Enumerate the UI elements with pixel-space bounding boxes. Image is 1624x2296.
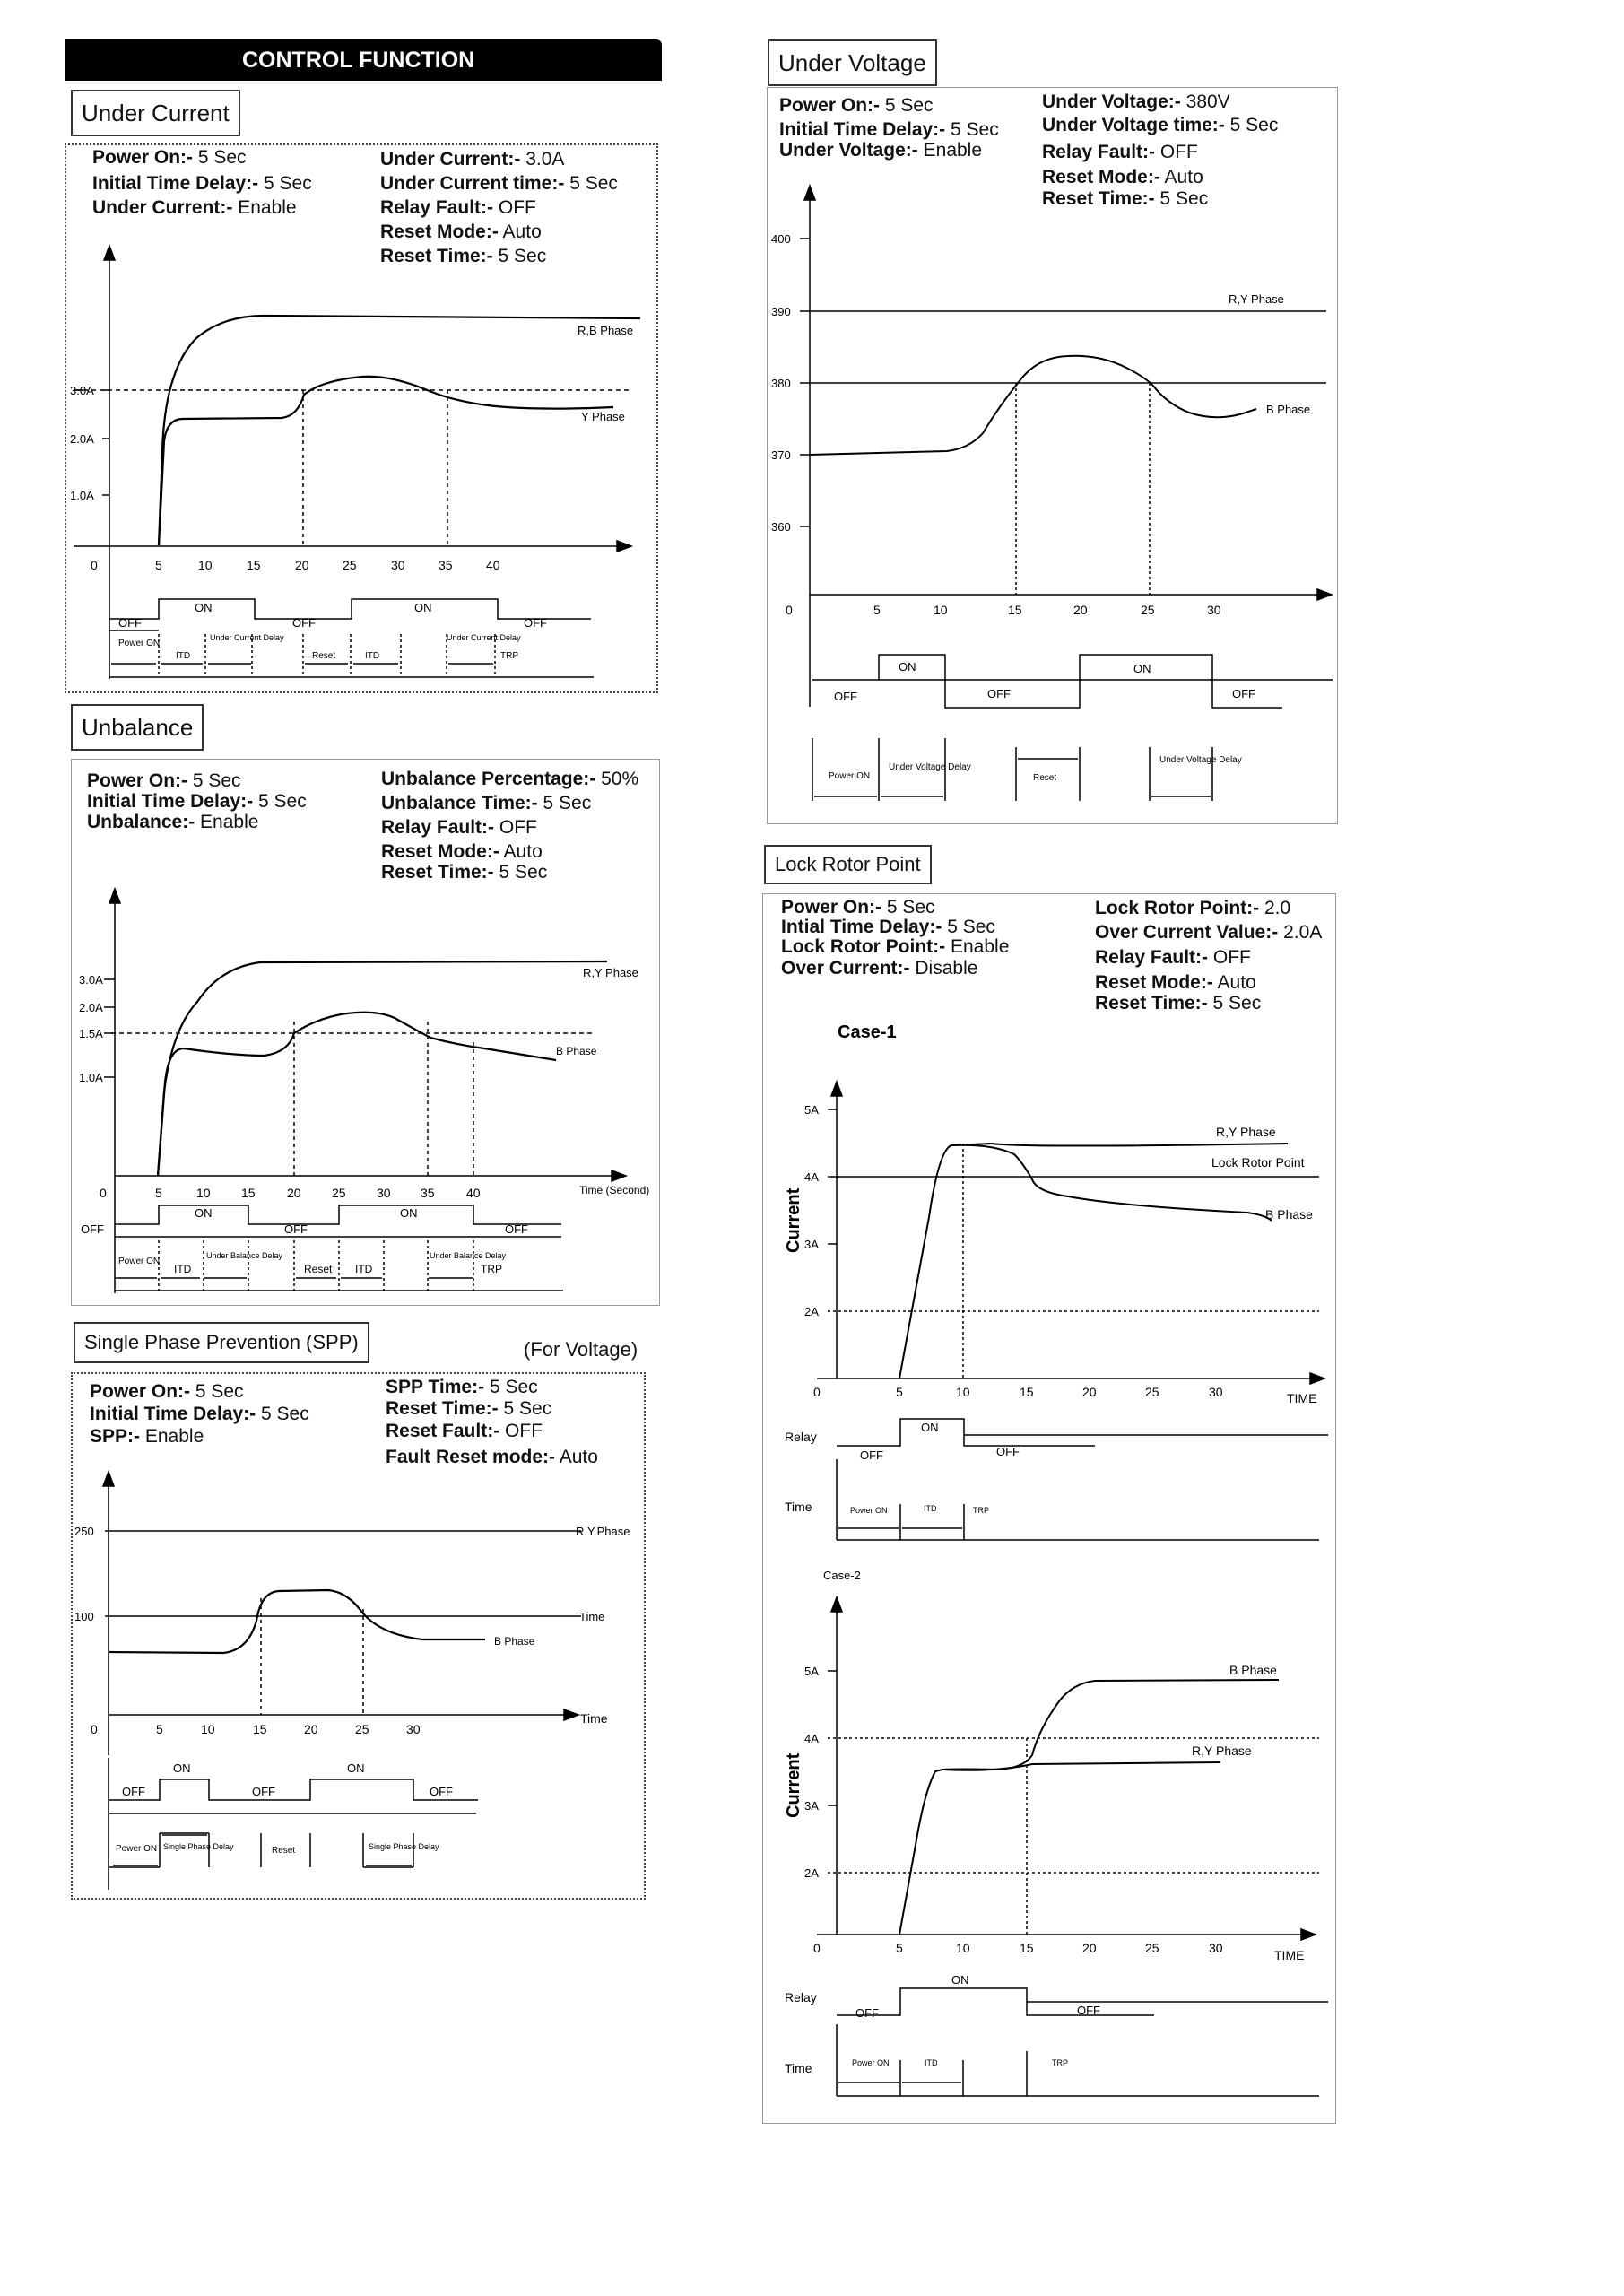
diagram-line [804,186,815,200]
param-value: 5 Sec [884,95,934,116]
diagram-line [812,655,1282,708]
x-axis-label: Time [580,1711,608,1726]
x-tick: 30 [406,1722,421,1736]
timing-label: TRP [500,651,518,661]
y-tick: 1.0A [79,1071,103,1084]
timing-label: TRP [481,1263,502,1275]
series-label: Time [579,1610,605,1623]
timing-label: ITD [355,1263,373,1275]
relay-state: OFF [1232,687,1255,700]
x-tick: 0 [91,558,98,572]
param-value: Enable [200,812,259,832]
series-label: R,Y Phase [1216,1125,1276,1139]
x-tick: 40 [486,558,500,572]
param-key: Initial Time Delay:- [87,791,254,812]
unbalance-diagram [72,760,659,1305]
x-tick: 10 [934,603,948,617]
x-tick: 10 [956,1941,970,1955]
diagram-line [942,1762,1220,1770]
relay-state: OFF [834,690,857,703]
param-value: Enable [951,936,1010,957]
y-tick: 250 [74,1525,94,1538]
x-tick: 30 [1209,1385,1223,1399]
param-key: Power On:- [781,897,882,918]
x-tick: 10 [198,558,213,572]
relay-state: OFF [284,1222,308,1236]
x-tick: 20 [287,1186,301,1200]
param-key: Over Current Value:- [1095,922,1279,943]
y-tick: 2.0A [70,432,94,446]
param-value: 5 Sec [569,173,618,194]
timing-label: Power ON [829,771,871,781]
relay-state: OFF [987,687,1011,700]
x-tick: 20 [304,1722,318,1736]
relay-state: OFF [118,616,142,630]
param-value: 5 Sec [1229,115,1279,135]
param-key: SPP:- [90,1426,141,1447]
diagram-line [617,541,631,552]
diagram-line [810,356,1256,455]
under-voltage-diagram [768,88,1337,823]
param-value: 5 Sec [489,1377,538,1397]
case2-title: Case-2 [823,1569,861,1582]
timing-label: Reset [1033,773,1057,783]
x-tick: 15 [1008,603,1022,617]
under-current-title: Under Current [71,90,240,136]
param-value: 3.0A [525,149,565,170]
relay-axis-label: Relay [785,1990,817,2005]
diagram-line [104,889,626,1293]
under-current-panel [65,144,658,693]
param-key: Initial Time Delay:- [779,119,946,140]
y-tick: 360 [771,520,791,534]
relay-state: OFF [996,1445,1020,1458]
x-axis-label: TIME [1287,1391,1317,1405]
relay-state: ON [921,1421,939,1434]
diagram-line [109,889,120,903]
x-tick: 5 [156,1722,163,1736]
y-tick: 3.0A [70,384,94,397]
x-tick: 15 [1020,1385,1034,1399]
param-value: OFF [505,1421,543,1441]
timing-label: Under Current Delay [447,633,521,642]
diagram-line [159,316,640,545]
x-tick: 15 [1020,1941,1034,1955]
timing-label: Under Voltage Delay [889,762,971,772]
series-label: B Phase [1265,1207,1313,1222]
diagram-line [103,1472,581,1890]
x-tick: 40 [466,1186,481,1200]
param-value: Enable [923,140,983,161]
timing-label: ITD [365,651,380,661]
param-key: Relay Fault:- [1095,947,1209,968]
diagram-line [817,1082,1328,2096]
relay-state: OFF [524,616,547,630]
series-label: R,Y Phase [583,966,638,979]
param-value: 5 Sec [951,119,999,140]
timing-label: Reset [304,1263,333,1275]
x-tick: 20 [295,558,309,572]
y-tick: 1.0A [70,489,94,502]
lock-rotor-diagram [763,894,1335,2123]
param-value: 5 Sec [1212,993,1262,1013]
param-key: Reset Mode:- [1095,972,1213,993]
diagram-line [899,1680,1279,1935]
param-key: Under Voltage time:- [1042,115,1225,135]
spp-note: (For Voltage) [524,1338,638,1361]
y-tick: 4A [804,1732,819,1745]
x-tick: 30 [377,1186,391,1200]
param-key: Reset Mode:- [380,222,499,242]
param-value: 50% [601,769,639,789]
param-key: Relay Fault:- [380,197,494,218]
relay-state: ON [195,601,213,614]
relay-state: ON [1133,662,1151,675]
under-voltage-title: Under Voltage [768,39,937,86]
y-tick: 370 [771,448,791,462]
lock-rotor-panel [762,893,1336,2124]
diagram-line [612,1170,626,1181]
diagram-line [837,1419,1095,1446]
param-value: Auto [1217,972,1256,993]
x-tick: 5 [155,558,162,572]
x-tick: 5 [896,1941,903,1955]
x-tick: 15 [241,1186,256,1200]
diagram-line [103,1472,114,1486]
y-tick: 1.5A [79,1027,103,1040]
diagram-line [831,1597,842,1612]
param-value: 380V [1185,91,1230,112]
x-tick: 25 [332,1186,346,1200]
under-current-diagram [66,145,658,692]
param-key: Power On:- [87,770,188,791]
param-key: Under Current:- [380,149,521,170]
param-key: Lock Rotor Point:- [1095,898,1260,918]
diagram-line [115,1205,561,1224]
relay-state: ON [347,1761,365,1775]
series-label: R.Y.Phase [576,1525,630,1538]
series-label: Lock Rotor Point [1211,1155,1305,1170]
y-tick: 5A [804,1665,819,1678]
timing-label: ITD [924,1504,937,1513]
x-tick: 5 [873,603,881,617]
timing-label: Power ON [118,1257,161,1266]
param-value: 5 Sec [261,1404,309,1424]
param-value: 5 Sec [503,1398,552,1419]
y-tick: 2.0A [79,1001,103,1014]
param-value: 5 Sec [197,147,247,168]
relay-state: ON [899,660,916,674]
diagram-line [109,599,591,619]
series-label: R,Y Phase [1192,1744,1252,1758]
x-tick: 30 [1207,603,1221,617]
spp-title: Single Phase Prevention (SPP) [74,1322,369,1363]
param-key: Power On:- [90,1381,191,1402]
relay-state: OFF [252,1785,275,1798]
diagram-line [104,246,115,260]
diagram-line [831,1082,842,1096]
param-value: 5 Sec [1159,188,1209,209]
param-key: Under Current:- [92,197,233,218]
y-tick: 3A [804,1238,819,1251]
lock-rotor-title: Lock Rotor Point [764,845,932,884]
param-value: Disable [915,958,978,978]
timing-label: Under Current Delay [210,633,284,642]
diagram-line [158,1013,556,1176]
param-value: 2.0A [1283,922,1323,943]
timing-label: Power ON [118,639,161,648]
relay-state: ON [400,1206,418,1220]
x-tick: 35 [421,1186,435,1200]
param-key: Initial Time Delay:- [92,173,259,194]
timing-label: Single Phase Delay [369,1842,439,1851]
param-key: Fault Reset mode:- [386,1447,556,1467]
x-tick: 20 [1073,603,1088,617]
param-key: Reset Mode:- [1042,167,1160,187]
param-key: Reset Mode:- [381,841,499,862]
y-tick: 2A [804,1866,819,1880]
param-key: Relay Fault:- [381,817,495,838]
timing-label: ITD [925,2058,938,2067]
diagram-line [1310,1373,1324,1384]
param-value: 5 Sec [543,793,592,813]
relay-axis-label: Relay [785,1430,817,1444]
x-tick: 25 [1145,1941,1159,1955]
relay-state: ON [951,1973,969,1987]
param-value: Auto [503,841,543,862]
series-label: R,Y Phase [1229,292,1284,306]
y-tick: 2A [804,1305,819,1318]
x-tick: 0 [100,1186,107,1200]
param-value: 5 Sec [947,917,995,937]
spp-diagram [73,1374,647,1899]
x-tick: 20 [1082,1941,1097,1955]
unbalance-panel [71,759,660,1306]
param-value: Auto [502,222,542,242]
case2-y-label: Current [784,1752,803,1818]
x-tick: 0 [786,603,793,617]
y-tick: 3.0A [79,973,103,987]
param-key: Under Current time:- [380,173,565,194]
diagram-line [800,186,1333,801]
relay-state: ON [414,601,432,614]
x-tick: 30 [391,558,405,572]
diagram-line [1301,1929,1316,1940]
x-tick: 20 [1082,1385,1097,1399]
x-tick: 25 [343,558,357,572]
x-tick: 10 [956,1385,970,1399]
param-value: 5 Sec [192,770,241,791]
under-voltage-panel [767,87,1338,824]
param-value: OFF [499,817,537,838]
param-key: SPP Time:- [386,1377,485,1397]
timing-label: Single Phase Delay [163,1842,234,1851]
param-value: OFF [1212,947,1251,968]
param-value: 5 Sec [886,897,935,918]
spp-panel [71,1372,646,1900]
case1-y-label: Current [784,1187,803,1253]
relay-state: OFF [430,1785,453,1798]
param-key: Relay Fault:- [1042,142,1156,162]
param-key: Reset Time:- [386,1398,499,1419]
diagram-line [784,1022,1316,2075]
param-key: Unbalance:- [87,812,195,832]
timing-label: Power ON [850,1506,888,1515]
param-key: Under Voltage:- [1042,91,1181,112]
series-label: B Phase [1229,1663,1277,1677]
y-tick: 4A [804,1170,819,1184]
timing-label: TRP [1052,2058,1068,2067]
relay-state: ON [195,1206,213,1220]
x-tick: 35 [439,558,453,572]
diagram-line [109,1779,478,1800]
x-tick: 0 [813,1385,821,1399]
series-label: Y Phase [581,410,625,423]
diagram-line [771,232,1310,783]
x-tick: 0 [91,1722,98,1736]
param-key: Reset Time:- [1095,993,1208,1013]
param-key: Lock Rotor Point:- [781,936,946,957]
param-value: OFF [498,197,536,218]
y-tick: 390 [771,305,791,318]
param-value: Auto [1164,167,1203,187]
param-key: Reset Time:- [380,246,493,266]
y-tick: 5A [804,1103,819,1117]
x-tick: 10 [201,1722,215,1736]
relay-state: OFF [860,1448,883,1462]
timing-label: Under Voltage Delay [1159,755,1242,765]
param-key: Over Current:- [781,958,910,978]
param-value: Enable [238,197,297,218]
param-value: 5 Sec [499,862,548,883]
param-value: 5 Sec [195,1381,244,1402]
relay-state: OFF [1077,2004,1100,2017]
param-key: Initial Time Delay:- [90,1404,256,1424]
time-axis-label: Time [785,1500,812,1514]
x-tick: 25 [355,1722,369,1736]
param-value: 5 Sec [258,791,307,812]
series-label: B Phase [494,1635,535,1648]
diagram-line [74,1525,630,1856]
series-label: R,B Phase [578,324,634,337]
param-value: Enable [144,1426,204,1447]
timing-label: Reset [272,1846,296,1856]
x-axis-label: TIME [1274,1948,1305,1962]
timing-label: ITD [176,651,191,661]
timing-label: ITD [174,1263,192,1275]
diagram-line [74,246,640,679]
param-key: Power On:- [779,95,881,116]
x-tick: 10 [196,1186,211,1200]
diagram-line [899,1144,1288,1378]
diagram-line [109,1590,485,1653]
timing-label: Power ON [116,1844,158,1854]
relay-state: OFF [505,1222,528,1236]
timing-label: Under Balance Delay [430,1251,507,1260]
param-value: 2.0 [1264,898,1291,918]
y-tick: 3A [804,1799,819,1813]
param-key: Under Voltage:- [779,140,918,161]
diagram-line [564,1709,578,1720]
y-tick: 380 [771,377,791,390]
param-key: Reset Time:- [381,862,494,883]
param-key: Power On:- [92,147,194,168]
section-header: CONTROL FUNCTION [65,39,662,81]
param-value: 5 Sec [498,246,547,266]
x-tick: 15 [253,1722,267,1736]
relay-state: ON [173,1761,191,1775]
unbalance-title: Unbalance [71,704,204,751]
param-key: Intial Time Delay:- [781,917,942,937]
diagram-line [1317,589,1332,600]
relay-state: OFF [855,2006,879,2020]
relay-state: OFF [81,1222,104,1236]
relay-state: OFF [292,616,316,630]
x-tick: 30 [1209,1941,1223,1955]
param-value: OFF [1159,142,1198,162]
timing-label: Reset [312,651,336,661]
relay-state: OFF [122,1785,145,1798]
series-label: B Phase [1266,403,1311,416]
param-key: Reset Time:- [1042,188,1155,209]
param-value: Auto [559,1447,598,1467]
diagram-line [159,377,613,545]
time-axis-label: Time [785,2061,812,2075]
series-label: B Phase [556,1045,597,1057]
x-axis-label: Time (Second) [579,1184,650,1196]
param-key: Reset Fault:- [386,1421,500,1441]
timing-label: Under Balance Delay [206,1251,283,1260]
param-key: Unbalance Percentage:- [381,769,596,789]
x-tick: 25 [1145,1385,1159,1399]
param-value: 5 Sec [264,173,312,194]
x-tick: 25 [1141,603,1155,617]
x-tick: 0 [813,1941,821,1955]
y-tick: 400 [771,232,791,246]
x-tick: 5 [896,1385,903,1399]
case1-title: Case-1 [838,1022,897,1042]
timing-label: TRP [973,1506,989,1515]
x-tick: 5 [155,1186,162,1200]
x-tick: 15 [247,558,261,572]
timing-label: Power ON [852,2058,890,2067]
diagram-line [158,961,607,1176]
y-tick: 100 [74,1610,94,1623]
param-key: Unbalance Time:- [381,793,538,813]
